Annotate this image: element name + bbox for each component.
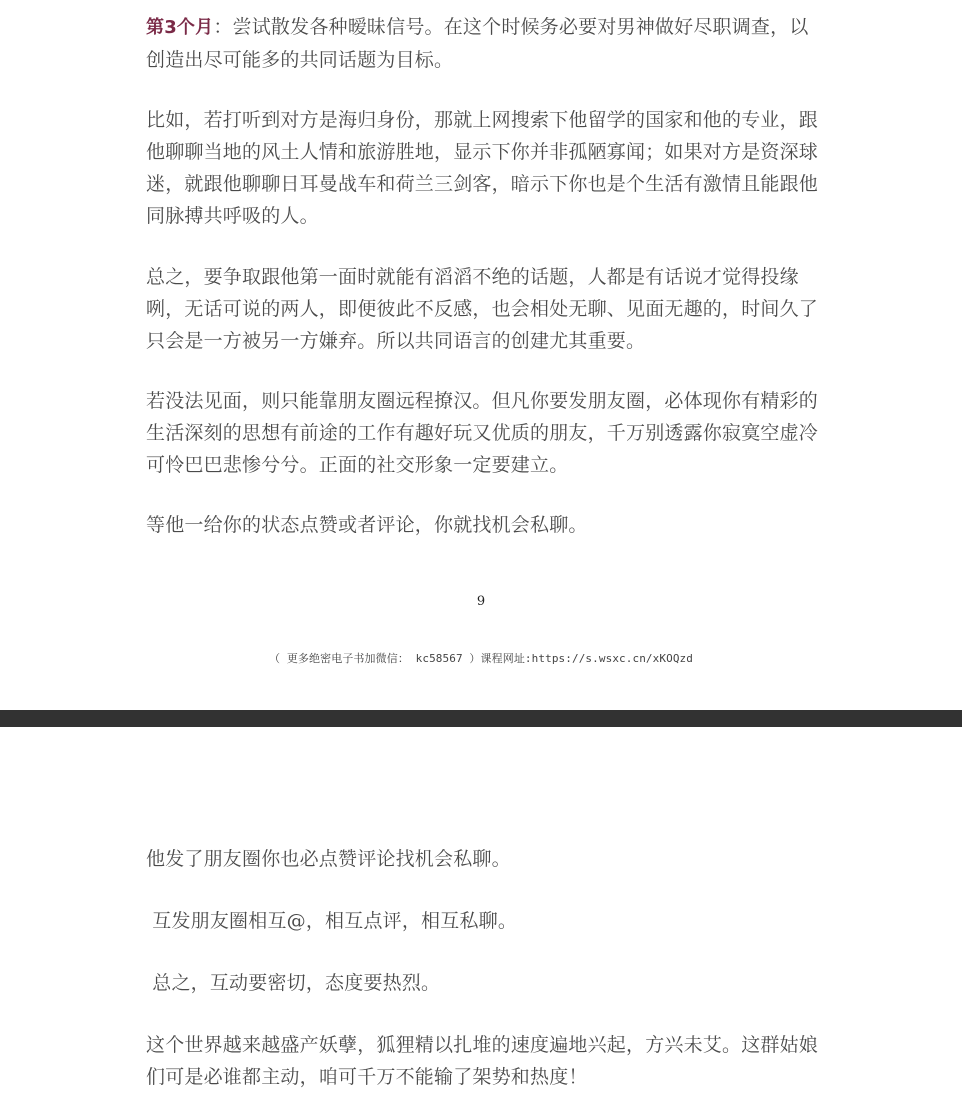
paragraph-competition: 这个世界越来越盛产妖孽，狐狸精以扎堆的速度遍地兴起，方兴未艾。这群姑娘们可是必谁都主动，咱可千万不能输了架势和热度！	[146, 1034, 819, 1088]
paragraph-private-chat: 等他一给你的状态点赞或者评论，你就找机会私聊。	[146, 514, 588, 536]
paragraph-moments: 若没法见面，则只能靠朋友圈远程撩汉。但凡你要发朋友圈，必体现你有精彩的生活深刻的思想有前途的工作有趣好玩又优质的朋友，千万别透露你寂寞空虚冷可怜巴巴悲惨兮兮。正面的社交形象一定要建立。	[146, 390, 819, 476]
page-divider	[0, 710, 962, 727]
paragraph-mutual-posts: 互发朋友圈相互@，相互点评，相互私聊。	[146, 910, 518, 932]
paragraph-example: 比如，若打听到对方是海归身份，那就上网搜索下他留学的国家和他的专业，跟他聊聊当地的风土人情和旅游胜地，显示下你并非孤陋寡闻；如果对方是资深球迷，就跟他聊聊日耳曼战车和荷兰三剑客，暗示下你也是个生活有激情且能跟他同脉搏共呼吸的人。	[146, 109, 819, 227]
paragraph-text: ：尝试散发各种暧昧信号。在这个时候务必要对男神做好尽职调查，以创造出尽可能多的共同话题为目标。	[146, 16, 809, 71]
page-number: 9	[476, 594, 486, 609]
footer-note: （ 更多绝密电子书加微信： kc58567 ）课程网址:https://s.wsxc.cn/xKOQzd	[269, 652, 693, 665]
document-page-10	[0, 727, 962, 1106]
highlight-heading: 第3个月	[146, 17, 214, 38]
paragraph-month-3	[146, 11, 826, 76]
paragraph-like-comment: 他发了朋友圈你也必点赞评论找机会私聊。	[146, 848, 511, 870]
paragraph-interaction: 总之，互动要密切，态度要热烈。	[146, 972, 441, 994]
paragraph-summary: 总之，要争取跟他第一面时就能有滔滔不绝的话题，人都是有话说才觉得投缘咧，无话可说的两人，即便彼此不反感，也会相处无聊、见面无趣的，时间久了只会是一方被另一方嫌弃。所以共同语言的创建尤其重要。	[146, 266, 819, 352]
